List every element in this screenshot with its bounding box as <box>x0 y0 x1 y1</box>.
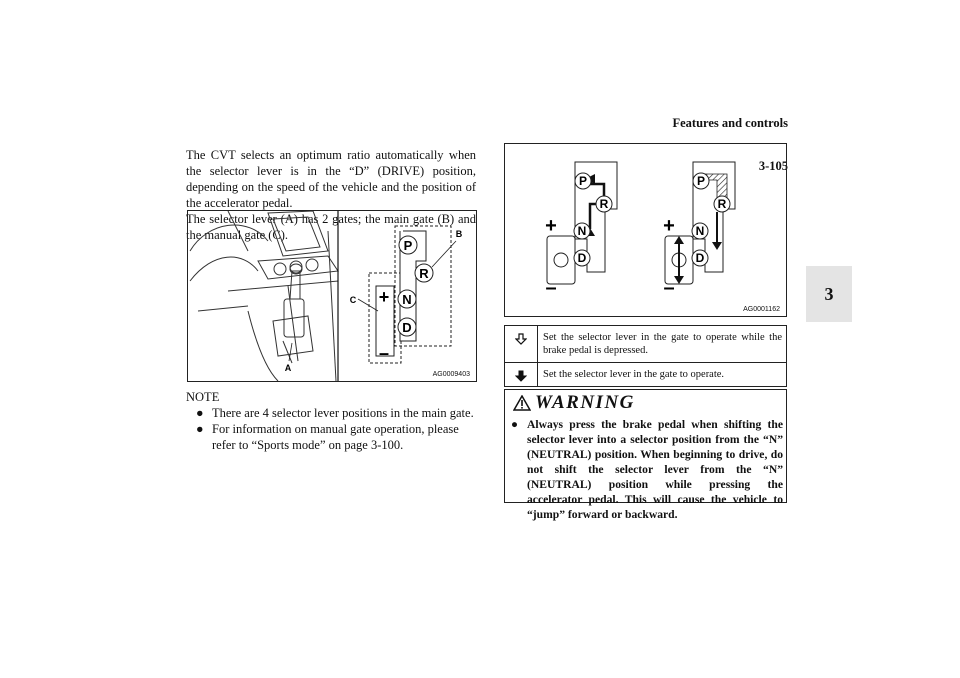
intro-paragraph-2: The selector lever (A) has 2 gates; the main gate (B) and the manual gate (C). <box>186 212 476 242</box>
warning-box <box>504 389 787 521</box>
legend-table <box>504 325 787 387</box>
legend-text: Set the selector lever in the gate to operate while the brake pedal is depressed. <box>543 332 782 356</box>
gear-d-label: D <box>695 251 705 265</box>
plus-label: + <box>663 215 675 237</box>
section-title: Features and controls <box>672 116 788 130</box>
warning-header <box>513 392 635 414</box>
selector-lever-illustration <box>188 211 476 381</box>
gear-r-label: R <box>419 266 429 281</box>
gear-r-label: R <box>717 197 727 211</box>
legend-icon-cell <box>505 326 538 362</box>
selector-lever-figure <box>187 210 477 382</box>
note-item-1: There are 4 selector lever positions in the main gate. <box>212 406 474 420</box>
list-item <box>186 421 478 453</box>
note-section <box>186 389 478 453</box>
table-row <box>505 363 786 386</box>
callout-a: A <box>284 363 292 373</box>
note-item-2: For information on manual gate operation, please refer to “Sports mode” on page 3-100. <box>212 422 459 452</box>
bullet-icon: ● <box>196 422 204 436</box>
warning-text: Always press the brake pedal when shifting the selector lever into a selector position from the “N” (NEUTRAL) position. When beginning to drive, do not shift the selector lever from the “N” (NEUTRAL) position while pressing the accelerator pedal. This will cause the vehicle to “jump” forward or backward. <box>527 418 783 521</box>
legend-text: Set the selector lever in the gate to operate. <box>543 369 725 380</box>
plus-label: + <box>545 215 557 237</box>
gear-p-label: P <box>696 174 706 188</box>
solid-arrow-down-icon <box>515 370 527 382</box>
figure-code: AG0009403 <box>432 371 470 378</box>
gear-p-label: P <box>578 174 588 188</box>
gear-n-label: N <box>577 224 587 238</box>
legend-icon-cell <box>505 363 538 386</box>
warning-body <box>511 417 783 522</box>
bullet-icon: ● <box>196 406 204 420</box>
bullet-icon: ● <box>511 418 519 431</box>
note-heading: NOTE <box>186 390 220 404</box>
callout-c: C <box>349 295 357 305</box>
intro-paragraph-1: The CVT selects an optimum ratio automatically when the selector lever is in the “D” (DRIVE) position, depending on the speed of the vehicle and the position of the accelerator pedal. <box>186 148 476 210</box>
gear-n-label: N <box>402 292 412 307</box>
chapter-tab: 3 <box>806 266 852 322</box>
gear-p-label: P <box>403 238 413 253</box>
gear-d-label: D <box>402 320 412 335</box>
outlined-arrow-down-icon <box>515 333 527 345</box>
page-number: 3-105 <box>758 159 788 173</box>
warning-title: WARNING <box>535 392 635 413</box>
gear-r-label: R <box>599 197 609 211</box>
plus-label: + <box>378 287 390 307</box>
minus-label: – <box>378 343 390 363</box>
table-row <box>505 326 786 363</box>
warning-triangle-icon <box>513 395 531 411</box>
gear-n-label: N <box>695 224 705 238</box>
gate-operation-figure <box>504 143 787 317</box>
minus-label: – <box>663 277 675 299</box>
gear-d-label: D <box>577 251 587 265</box>
minus-label: – <box>545 277 557 299</box>
gate-operation-illustration <box>505 144 786 316</box>
figure-code: AG0001162 <box>743 306 780 313</box>
list-item <box>186 405 478 421</box>
callout-b: B <box>455 229 463 239</box>
note-list <box>186 405 478 453</box>
